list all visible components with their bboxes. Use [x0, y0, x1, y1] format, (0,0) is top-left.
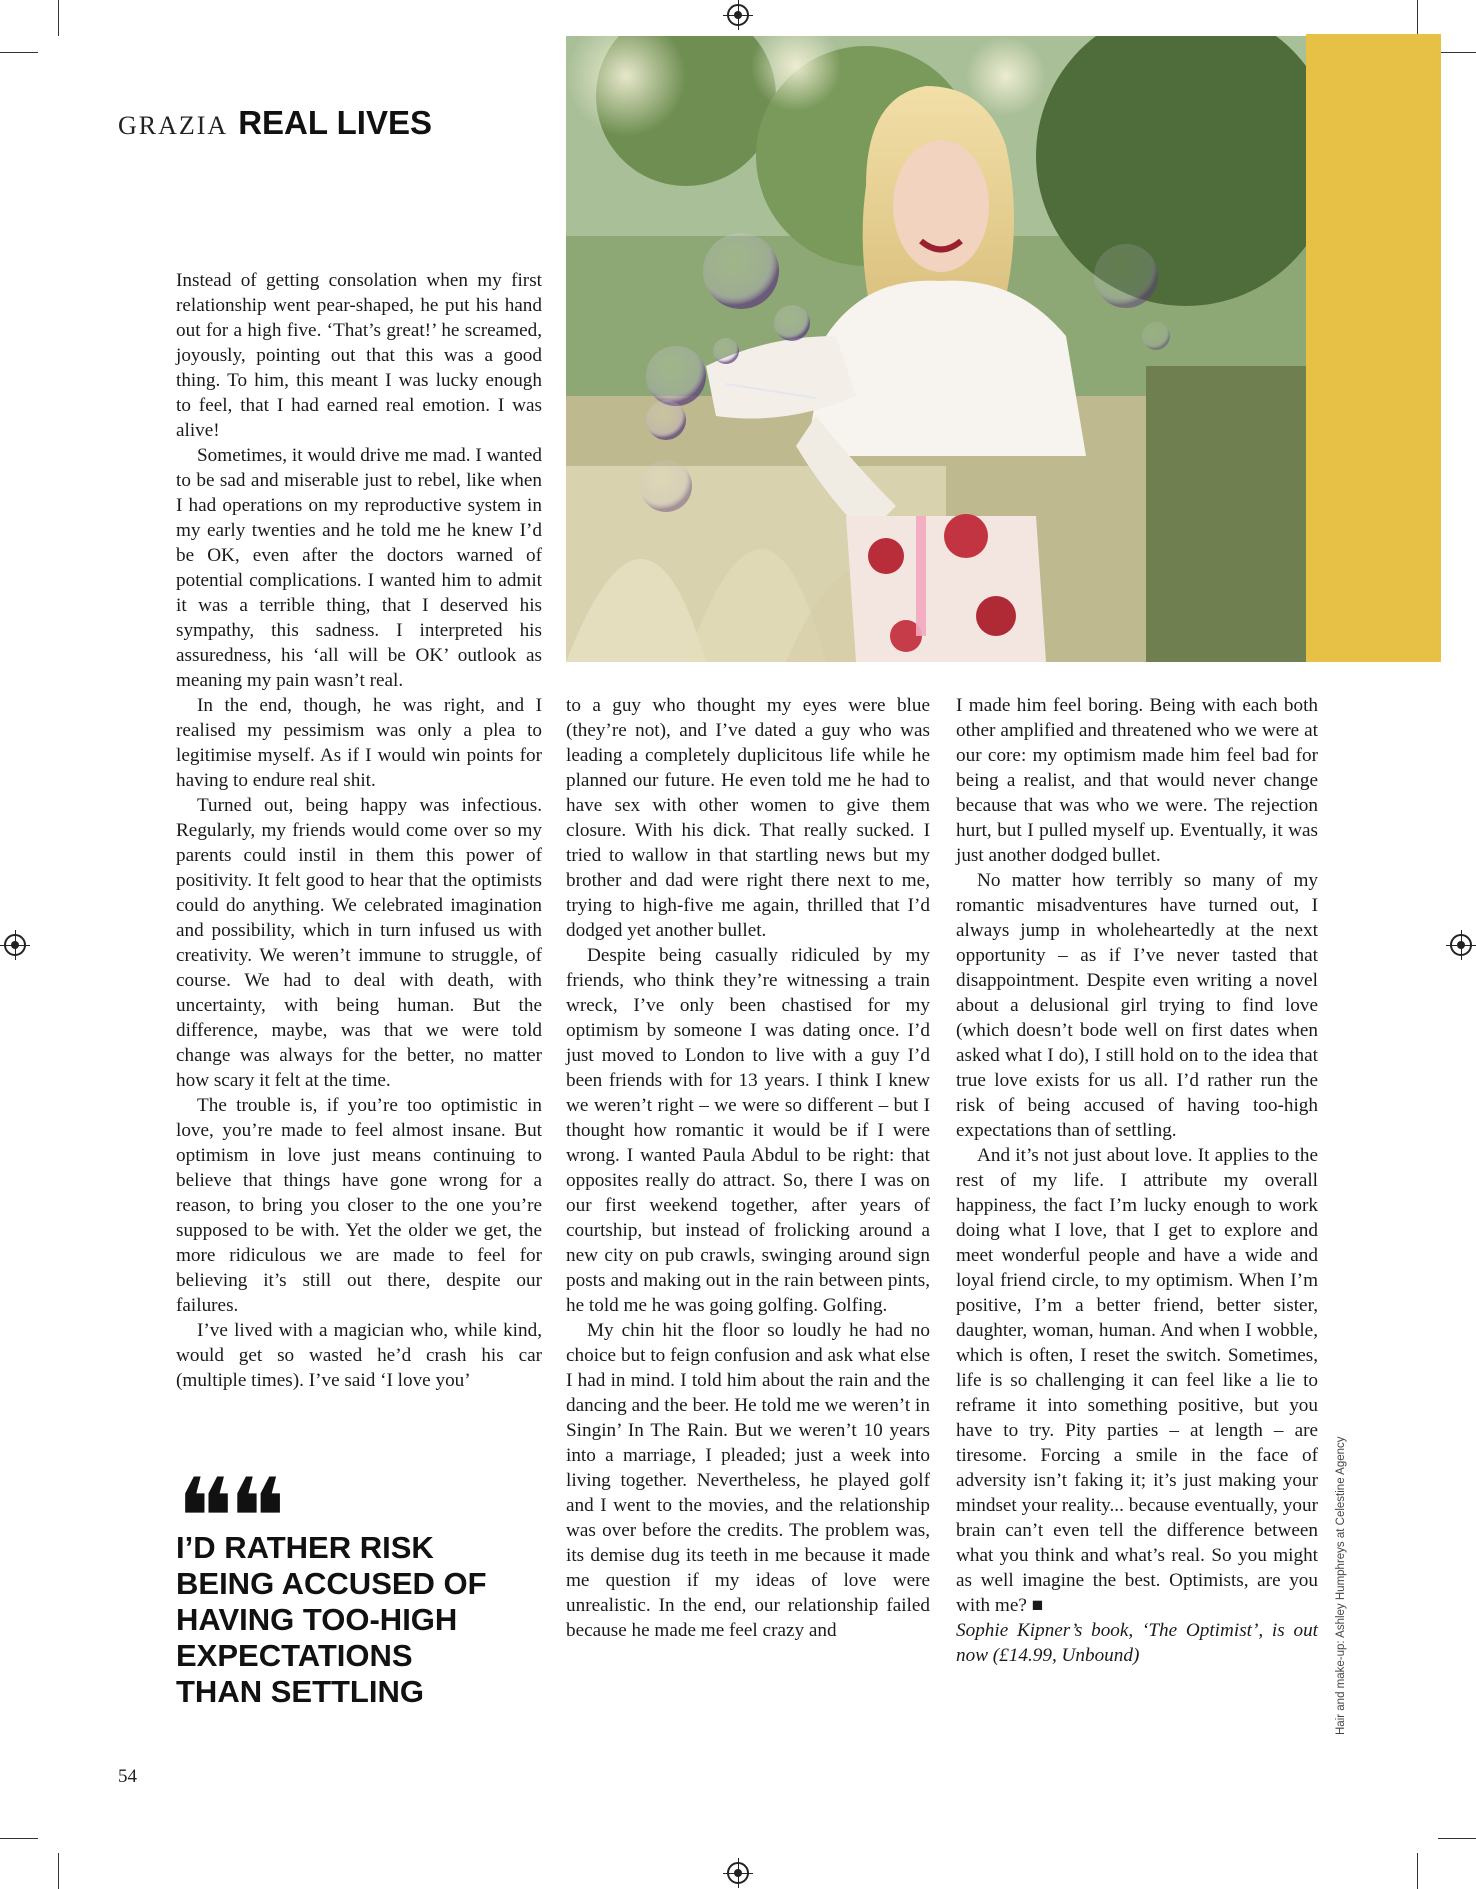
paragraph: The trouble is, if you’re too optimistic in love, you’re made to feel almost insane. But optimism in love just means continuing to believe that things have gone wrong for a reason, to bring you closer to the one you’re supposed to be with. Yet the older we get, the more ridiculous we are made to feel for believing it’s still out there, despite our failures.: [176, 1095, 542, 1316]
paragraph: And it’s not just about love. It applies to the rest of my life. I attribute my overall happiness, the fact I’m lucky enough to work doing what I love, that I get to explore and meet wonderful people and have a wide and loyal friend circle, to my optimism. When I’m positive, I’m a better friend, better sister, daughter, woman, human. And when I wobble, which is often, I reset the switch. Sometimes, life is so challenging it can feel like a lie to reframe it into something positive, but you have to try. Pity parties – at length – are tiresome. Forcing a smile in the face of adversity isn’t faking it; it’s just making your mindset your reality... because eventually, your brain can’t even tell the difference between what you think and what’s real. So you might as well imagine the best. Optimists, are you with me? ■: [956, 1145, 1318, 1616]
quote-marks-icon: ❝❝: [176, 1456, 281, 1581]
article-column-1: [176, 268, 542, 1393]
paragraph: No matter how terribly so many of my romantic misadventures have turned out, I always jump in wholeheartedly at the next opportunity – as if I’ve never tasted that disappointment. Despite even writing a novel about a delusional girl trying to find love (which doesn’t bode well on first dates when asked what I do), I still hold on to the idea that true love exists for us all. I’d rather run the risk of being accused of having too-high expectations than of settling.: [956, 870, 1318, 1141]
paragraph: Despite being casually ridiculed by my friends, who think they’re witnessing a train wreck, I’ve only been chastised for my optimism by someone I was dating once. I’d just moved to London to live with a guy I’d been friends with for 13 years. I think I knew we weren’t right – we were so different – but I thought how romantic it would be if I were wrong. I wanted Paula Abdul to be right: that opposites really do attract. So, there I was on our first weekend together, after years of courtship, but instead of frolicking around a new city on pub crawls, swinging around sign posts and making out in the rain between pints, he told me he was going golfing. Golfing.: [566, 945, 930, 1316]
photo-credit: Hair and make-up: Ashley Humphreys at Celestine Agency: [1335, 1436, 1347, 1735]
article-column-3: [956, 693, 1318, 1668]
magazine-brand: GRAZIA: [118, 111, 229, 140]
crop-mark: [1417, 0, 1418, 36]
pull-quote: I’D RATHER RISK BEING ACCUSED OF HAVING TOO-HIGH EXPECTATIONS THAN SETTLING: [176, 1530, 487, 1709]
registration-mark-icon: [727, 4, 749, 26]
registration-mark-icon: [4, 934, 26, 956]
crop-mark: [1417, 1853, 1418, 1889]
accent-color-bar: [1306, 34, 1441, 662]
page-number: 54: [118, 1766, 137, 1787]
registration-mark-icon: [1450, 934, 1472, 956]
paragraph: I made him feel boring. Being with each both other amplified and threatened who we were at our core: my optimism made him feel bad for being a realist, and that would never change because that was who we were. The rejection hurt, but I pulled myself up. Eventually, it was just another dodged bullet.: [956, 695, 1318, 866]
crop-mark: [0, 52, 38, 53]
paragraph: Turned out, being happy was infectious. Regularly, my friends would come over so my parents could instil in them this power of positivity. It felt good to hear that the optimists could do anything. We celebrated imagination and possibility, which in turn infused us with creativity. We weren’t immune to struggle, of course. We had to deal with death, with uncertainty, with being human. But the difference, maybe, was that we were told change was always for the better, no matter how scary it felt at the time.: [176, 795, 542, 1091]
crop-mark: [0, 1838, 38, 1839]
article-column-2: [566, 693, 930, 1643]
paragraph: Sometimes, it would drive me mad. I wanted to be sad and miserable just to rebel, like when I had operations on my reproductive system in my early twenties and he told me he knew I’d be OK, even after the doctors warned of potential complications. I wanted him to admit it was a terrible thing, that I deserved his sympathy, this sadness. I interpreted his assuredness, his ‘all will be OK’ outlook as meaning my pain wasn’t real.: [176, 445, 542, 691]
paragraph: to a guy who thought my eyes were blue (they’re not), and I’ve dated a guy who was leading a completely duplicitous life while he planned our future. He even told me he had to have sex with other women to give them closure. With his dick. That really sucked. I tried to wallow in that startling news but my brother and dad were right there next to me, trying to high-five me again, thrilled that I’d dodged yet another bullet.: [566, 695, 930, 941]
paragraph: In the end, though, he was right, and I realised my pessimism was only a plea to legitimise myself. As if I would win points for having to endure real shit.: [176, 695, 542, 791]
feature-photo: [566, 36, 1306, 662]
paragraph: Instead of getting consolation when my first relationship went pear-shaped, he put his hand out for a high five. ‘That’s great!’ he screamed, joyously, pointing out that this was a good thing. To him, this meant I was lucky enough to feel, that I had earned real emotion. I was alive!: [176, 270, 542, 441]
crop-mark: [58, 0, 59, 36]
crop-mark: [58, 1853, 59, 1889]
registration-mark-icon: [727, 1862, 749, 1884]
section-title: REAL LIVES: [238, 104, 432, 141]
section-header: [118, 104, 432, 142]
crop-mark: [1438, 1838, 1476, 1839]
paragraph: I’ve lived with a magician who, while kind, would get so wasted he’d crash his car (multiple times). I’ve said ‘I love you’: [176, 1320, 542, 1391]
paragraph: My chin hit the floor so loudly he had no choice but to feign confusion and ask what else I had in mind. I told him about the rain and the dancing and the beer. He told me we weren’t in Singin’ In The Rain. But we weren’t 10 years into a marriage, I pleaded; just a week into living together. Nevertheless, he played golf and I went to the movies, and the relationship was over before the credits. The problem was, its demise dug its teeth in me because it made me question if my ideas of love were unrealistic. In the end, our relationship failed because he made me feel crazy and: [566, 1320, 930, 1641]
crop-mark: [1438, 52, 1476, 53]
book-byline: Sophie Kipner’s book, ‘The Optimist’, is out now (£14.99, Unbound): [956, 1620, 1318, 1666]
